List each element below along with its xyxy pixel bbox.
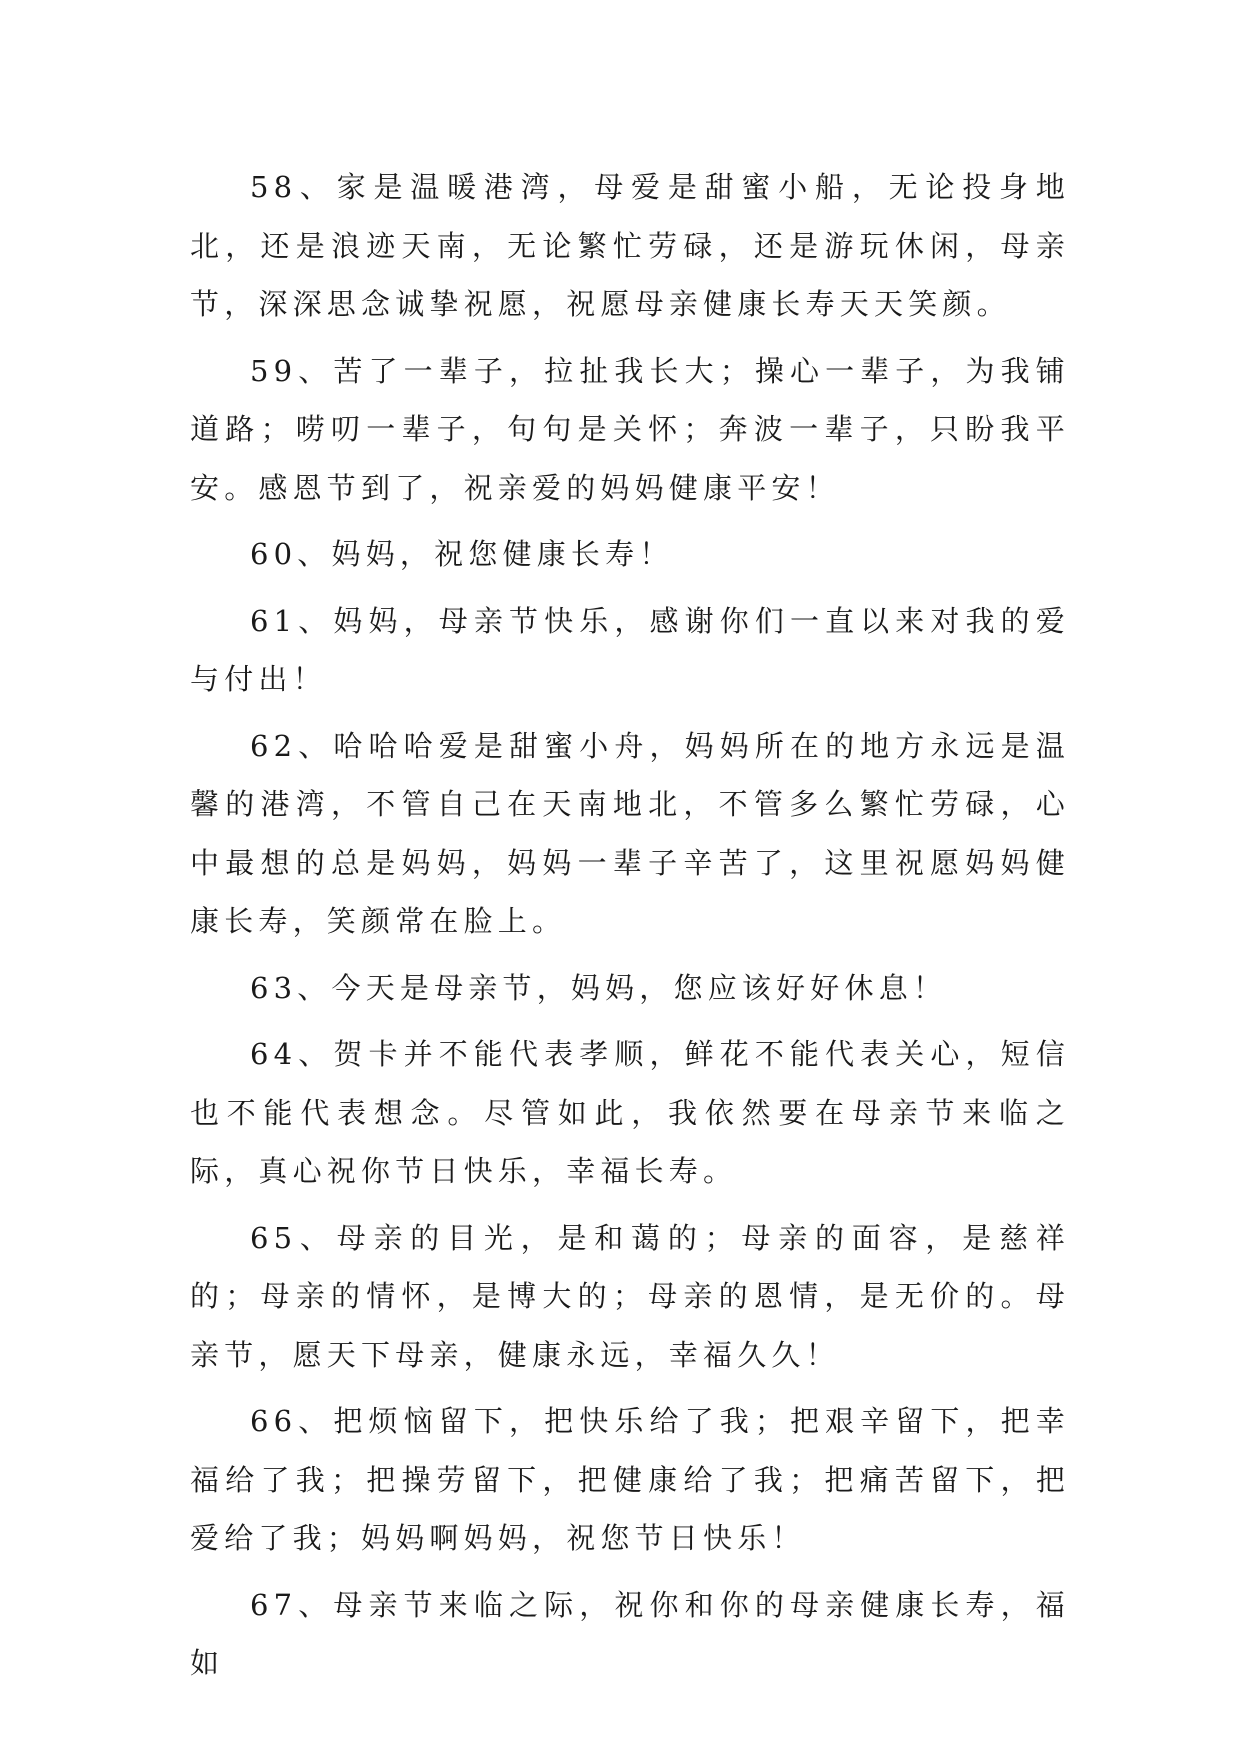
paragraph-61: 61、妈妈，母亲节快乐，感谢你们一直以来对我的爱与付出！ — [190, 603, 1070, 696]
paragraph-64: 64、贺卡并不能代表孝顺，鲜花不能代表关心，短信也不能代表想念。尽管如此，我依然要在母亲节来临之际，真心祝你节日快乐，幸福长寿。 — [190, 1037, 1070, 1188]
document-body — [190, 158, 1070, 1701]
paragraph-65: 65、母亲的目光，是和蔼的；母亲的面容，是慈祥的；母亲的情怀，是博大的；母亲的恩情，是无价的。母亲节，愿天下母亲，健康永远，幸福久久！ — [190, 1220, 1070, 1372]
paragraph-66: 66、把烦恼留下，把快乐给了我；把艰辛留下，把幸福给了我；把操劳留下，把健康给了我；把痛苦留下，把爱给了我；妈妈啊妈妈，祝您节日快乐！ — [190, 1404, 1070, 1555]
paragraph-67: 67、母亲节来临之际，祝你和你的母亲健康长寿，福如 — [190, 1587, 1070, 1680]
paragraph-58: 58、家是温暖港湾，母爱是甜蜜小船，无论投身地北，还是浪迹天南，无论繁忙劳碌，还是游玩休闲，母亲节，深深思念诚挚祝愿，祝愿母亲健康长寿天天笑颜。 — [190, 170, 1070, 321]
paragraph-60: 60、妈妈，祝您健康长寿！ — [250, 537, 674, 571]
paragraph-59: 59、苦了一辈子，拉扯我长大；操心一辈子，为我铺道路；唠叨一辈子，句句是关怀；奔波一辈子，只盼我平安。感恩节到了，祝亲爱的妈妈健康平安！ — [190, 353, 1070, 505]
paragraph-62: 62、哈哈哈爱是甜蜜小舟，妈妈所在的地方永远是温馨的港湾，不管自己在天南地北，不管多么繁忙劳碌，心中最想的总是妈妈，妈妈一辈子辛苦了，这里祝愿妈妈健康长寿，笑颜常在脸上。 — [190, 728, 1070, 938]
paragraph-63: 63、今天是母亲节，妈妈，您应该好好休息！ — [250, 970, 948, 1005]
